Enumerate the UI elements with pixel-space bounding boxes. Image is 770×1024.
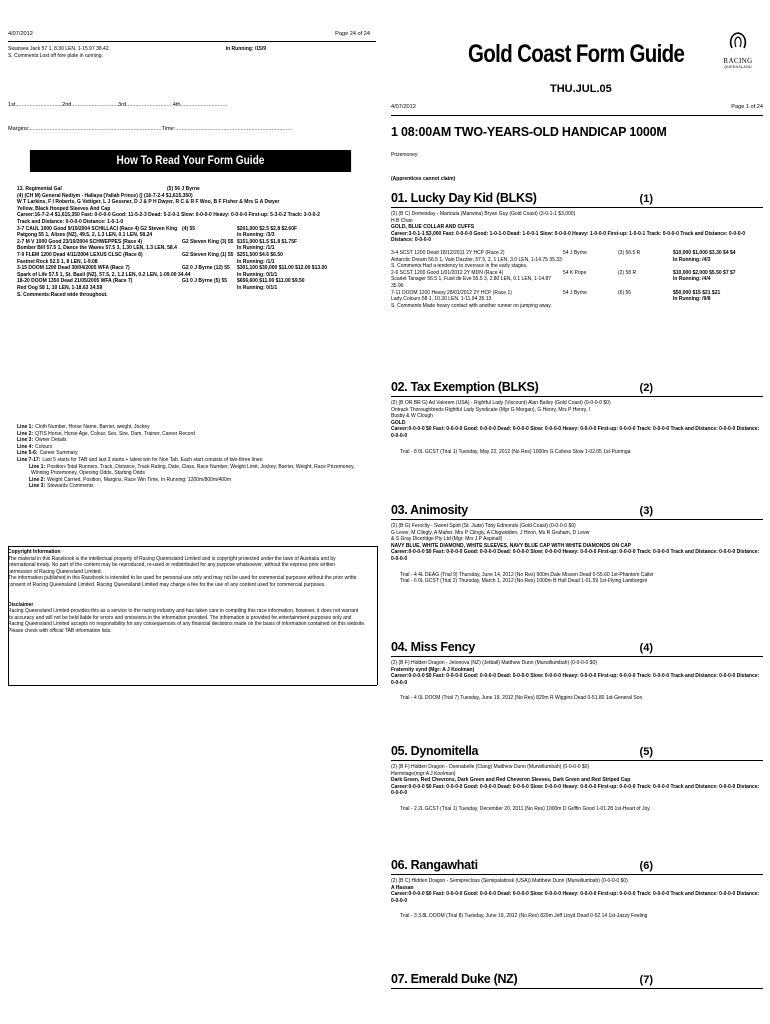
horse-name: 02. Tax Exemption (BLKS) [391, 380, 539, 394]
logo-subtext: QUEENSLAND [724, 65, 752, 69]
trial-line: Trial - 4 4L DEAG (Trial 9) Thursday, June 14, 2012 (No Res) 900m Dale Missen Dead 0-55.60 1st-Phantom Caller [400, 571, 654, 578]
horse-name: 04. Miss Fency [391, 640, 476, 654]
apprentices-note: (Apprentices cannot claim) [391, 176, 456, 182]
how-to-read-banner: How To Read Your Form Guide [30, 150, 351, 172]
form-prize: In Running: /4/3 [673, 256, 711, 263]
sample-line-2: (4) (CH M) General Nediym - Hallaya (Yallah Prince) () (16-7-2-4 $1,615,350) [17, 192, 193, 199]
form-row [391, 270, 763, 277]
copyright-box-right [377, 546, 378, 685]
sample-run-text: 18-20 DOOM 1350 Dead 21/05/2005 WFA (Race 7) [17, 278, 133, 285]
sample-run-row [17, 232, 367, 239]
horseshoe-logo-icon [727, 30, 749, 52]
form-jockey [563, 303, 618, 310]
disclaimer-line: its accuracy and will not be held liable for errors and omissions in the information provided. The information is provided for entertainment purposes only and [8, 614, 352, 621]
sample-run-row [17, 239, 367, 246]
horse-detail-line: H B Chan [391, 217, 413, 224]
legend-label: Line 4: [17, 443, 34, 450]
copyright-box-left [8, 546, 9, 685]
sample-run-jockey: (4) 55 [182, 225, 196, 232]
sample-run-text: 3-15 DOOM 1200 Dead 30/04/2005 WFA (Race 7) [17, 265, 130, 272]
legend-label: Line 1: [17, 424, 34, 430]
sample-run-row [17, 265, 367, 272]
sample-run-prize: $201,000 $2.5 $2.8 $2.60F [237, 225, 298, 232]
horse-header [391, 503, 763, 517]
race-day: THU.JUL.05 [550, 83, 612, 95]
horse-entry [391, 380, 763, 455]
form-race: Antarctic Dream 56.5 1, Vain Dazzler, 57.5, 2, 1 LEN, 3.0 LEN, 1-14.75 35.33 [391, 256, 562, 263]
horse-barrier: (4) [639, 642, 653, 654]
sample-line-6: Track and Distance: 0-0-0-0 Distance: 1-0-1-0 [17, 218, 124, 225]
form-row [391, 290, 763, 297]
sample-line-1b: (5) 56 J Byrne [167, 186, 200, 192]
form-race: Scarlet Tanager 56.5 1, Fusil de Eve 55.5 3, 2.80 LEN, 0.1 LEN, 1-14.87 35.96 [391, 276, 552, 289]
horse-barrier: (6) [639, 860, 653, 872]
legend-label: Line 2: [29, 476, 46, 483]
form-prize: In Running: /4/4 [673, 276, 711, 283]
prizemoney: Prizemoney: [391, 152, 419, 158]
logo-text: RACING [723, 57, 753, 65]
sample-run-row [17, 272, 367, 279]
legend-text: Colours [35, 443, 53, 450]
legend-text: Winning Prizemoney, Opening Odds, Starting Odds [31, 470, 145, 477]
horse-detail-line: & S Gray Dicerldge Pty Ltd (Mgr: Mrs J P Aspinall) [391, 536, 503, 543]
form-prize: $10,000 $2,000 $5.50 $7 $7 [673, 269, 736, 276]
horse-name: 05. Dynomitella [391, 744, 479, 758]
sample-run-prize: $656,600 $11.00 $11.00 $9.50 [237, 278, 305, 285]
horse-detail-line: Ontrack Thoroughbreds Rightful Lady Syndicate (Mgr G Morgan), G Henry, Mrs P Henry, I [391, 406, 590, 413]
divider [8, 41, 376, 42]
horse-barrier: (5) [639, 746, 653, 758]
form-race: Lady Colours 58 1, 10.30 LEN, 1-11.94 35.13 [391, 296, 492, 303]
sample-run-jockey [182, 285, 237, 292]
left-date: 4/07/2012 [8, 31, 33, 37]
horse-detail-line: (2) (B C) Domesday - Martoula (Marwina) Bryan Guy (Gold Coast) (3-0-1-1 $3,000) [391, 211, 576, 217]
copyright-line: The information published in this Racebook is intended to be used for personal use only and may not be used for commercial purposes without the prior writte [8, 575, 357, 582]
horse-trials [391, 572, 763, 585]
horse-underline [391, 656, 763, 657]
horse-career: Career:0-0-0-0 $0 Fast: 0-0-0-0 Good: 0-0-0-0 Dead: 0-0-0-0 Slow: 0-0-0-0 Heavy: 0-0-0-0 First-up: 0-0-0-0 Track: 0-0-0-0 Track and Distance: 0-0-0-0 Distance: 0-0-0-0 [391, 673, 760, 686]
form-jockey: 54 J Byrne [563, 289, 587, 296]
sample-entry [17, 186, 367, 298]
prev-horse-line: Swansea Jack 57 1, 8.30 LEN, 1-15.97 38.42 [8, 46, 109, 52]
form-barrier [618, 303, 673, 310]
horse-barrier: (1) [639, 193, 653, 205]
legend-line [17, 457, 377, 464]
sample-run-row [17, 226, 367, 233]
horse-trials [391, 913, 763, 920]
form-race: 3-4 SCST 1200 Dead 18/12/2011 2Y HCP (Race 2) [391, 249, 505, 256]
copyright-box [8, 549, 380, 695]
form-row [391, 257, 763, 264]
trial-line: Trial - 6 0L GCST (Trial 2) Thursday, March 1, 2012 (No Res) 1000m B Hull Dead 1-01.59 1st-Flying Lamborgini [400, 578, 648, 585]
sample-run-jockey: G2 Steven King (3) 55 [182, 238, 234, 245]
horse-detail-line: (2) (B F) Hidden Dragon - Donnabelle (Clang) Matthew Dunn (Murwillumbah) (0-0-0-0 $0) [391, 764, 590, 770]
form-jockey [563, 263, 618, 270]
sample-run-row [17, 285, 367, 292]
sample-runs [17, 226, 367, 292]
horse-trials [391, 449, 763, 456]
left-page-header [8, 31, 376, 38]
legend-text: Last 5 starts for TAB and last 3 starts + latest win for Non Tab. Each start consists of two-three lines: [42, 456, 264, 463]
legend-label: Line 3: [17, 437, 34, 444]
horse-career: Career:0-0-0-0 $0 Fast: 0-0-0-0 Good: 0-0-0-0 Dead: 0-0-0-0 Slow: 0-0-0-0 Heavy: 0-0-0-0 First-up: 0-0-0-0 Track: 0-0-0-0 Track and Distance: 0-0-0-0 Distance: 0-0-0-0 [391, 783, 760, 797]
sample-run-jockey [182, 232, 237, 239]
horse-trials [391, 695, 763, 702]
horse-barrier: (7) [639, 974, 653, 986]
horse-trials [391, 806, 763, 813]
form-barrier: (2) 58 R [618, 269, 637, 276]
horse-detail-line: Busby & W Clough [391, 413, 433, 420]
horse-name: 01. Lucky Day Kid (BLKS) [391, 191, 537, 205]
legend-text: Cloth Number, Horse Name, Barrier, weight, Jockey [35, 424, 150, 430]
sample-line-1a: 13. Regimental Gal [17, 186, 62, 192]
horse-career: Career:0-0-0-0 $0 Fast: 0-0-0-0 Good: 0-0-0-0 Dead: 0-0-0-0 Slow: 0-0-0-0 Heavy: 0-0-0-0 First-up: 0-0-0-0 Track: 0-0-0-0 Track and Distance: 0-0-0-0 Distance: 0-0-0-0 [391, 426, 760, 439]
sample-run-text: Patgong 55 1, Alizes (NZ), 49.5, 2, 1.3 LEN, 0.1 LEN, 58.24 [17, 232, 153, 239]
horse-career: Career:3-0-1-1 $3,000 Fast: 0-0-0-0 Good: 1-0-1-0 Dead: 1-0-0-1 Slow: 0-0-0-0 Heavy: 1-0-0-0 First-up: 1-0-0-1 Track: 0-0-0-0 Track and Distance: 0-0-0-0 Distance: 0-0-0-0 [391, 230, 746, 244]
legend-label: Line 5-6: [17, 450, 38, 457]
horse-barrier: (3) [639, 505, 653, 517]
horse-entry [391, 744, 763, 813]
form-prize: $50,000 $15 $21 $21 [673, 289, 721, 296]
horse-entry [391, 858, 763, 920]
horse-underline [391, 874, 763, 875]
form-prize [673, 303, 763, 310]
horse-detail-line: NAVY BLUE, WHITE DIAMOND, WHITE SLEEVES, NAVY BLUE CAP WITH WHITE DIAMONDS ON CAP [391, 542, 632, 549]
legend-line [17, 444, 377, 451]
horse-form [391, 250, 763, 309]
placings-line: 1st..............................2nd..............................3rd..............................4th.............................. [8, 102, 228, 108]
horse-detail-line: GOLD, BLUE COLLAR AND CUFFS [391, 224, 475, 231]
trial-line: Trial - 8 0L GCST (Trial 1) Tuesday, May 22, 2012 (No Res) 1000m G Colless Slow 1-02.05 1st-Purringa [400, 448, 631, 455]
previous-horse [8, 46, 376, 59]
horse-underline [391, 760, 763, 761]
form-race: S. Comments:Had a tendency to overrace in the early stages. [391, 263, 528, 270]
horse-name: 07. Emerald Duke (NZ) [391, 972, 518, 986]
sample-run-row [17, 278, 367, 285]
horse-detail-line: Dark Green, Red Chevrons, Dark Green and Red Cheveron Sleeves, Dark Green and Red Striped Cap [391, 777, 631, 784]
horse-entry [391, 503, 763, 585]
sample-run-row [17, 259, 367, 266]
legend-label: Line 2: [17, 430, 34, 437]
legend-line [17, 424, 377, 431]
sample-run-prize: In Running: 0/1/1 [237, 284, 278, 291]
legend-line [17, 470, 377, 477]
legend-text: Position-Total Runners, Track, Distance, Track Rating, Date, Class, Race Number, Weight Limit, Jockey, Barrier, Weight, Race Prizemoney, [47, 463, 355, 470]
sample-run-prize: $251,500 $4.6 $6.50 [237, 251, 283, 258]
sample-run-prize: In Running: /1/1 [237, 258, 275, 265]
legend-text: QTIS Horse, Horse Age, Colour, Sex, Sire, Dam, Trainer, Career Record [35, 430, 195, 437]
form-row [391, 276, 763, 289]
copyright-title: Copyright Information [8, 549, 61, 555]
sample-comment: S. Comments:Raced wide throughout. [17, 291, 108, 298]
sample-run-jockey [182, 245, 237, 252]
form-barrier: (3) 56.5 R [618, 249, 641, 256]
horse-underline [391, 519, 763, 520]
legend-label: Line 7-17: [17, 456, 41, 463]
sample-run-text: Fastnet Rock 52.5 1, 8 LEN, 1-9.08 [17, 258, 98, 265]
form-barrier: (6) 56 [618, 289, 632, 296]
horse-detail-line: G Lever, M Clingly, A Maher, Mrs P Clingly, A Chigwidden, J Hiron, Ms R Graham, D Lever [391, 529, 590, 536]
sample-line-4: Yellow, Black Hooped Sleeves And Cap [17, 205, 111, 212]
form-prize [673, 263, 763, 270]
copyright-line: consent of Racing Queensland Limited. Racing Queensland Limited may charge a fee for the use of any content used for commercial purposes. [8, 581, 326, 588]
horse-career: Career:0-0-0-0 $0 Fast: 0-0-0-0 Good: 0-0-0-0 Dead: 0-0-0-0 Slow: 0-0-0-0 Heavy: 0-0-0-0 First-up: 0-0-0-0 Track: 0-0-0-0 Track and Distance: 0-0-0-0 Distance: 0-0-0-0 [391, 891, 760, 904]
copyright-line: permission of Racing Queensland Limited. [8, 568, 102, 575]
right-page-number: Page 1 of 24 [731, 104, 763, 110]
form-race: S. Comments:Made heavy contact with another runner on jumping away. [391, 302, 552, 309]
trial-line: Trial - 4 0L DOOM (Trial 7) Tuesday, June 19, 2012 (No Res) 820m R Wiggins Dead 0-51.80 1st-General Son [400, 695, 643, 702]
horse-career: Career:0-0-0-0 $0 Fast: 0-0-0-0 Good: 0-0-0-0 Dead: 0-0-0-0 Slow: 0-0-0-0 Heavy: 0-0-0-0 First-up: 0-0-0-0 Track: 0-0-0-0 Track and Distance: 0-0-0-0 Distance: 0-0-0-0 [391, 549, 760, 562]
divider [391, 115, 763, 116]
horse-underline [391, 396, 763, 397]
horse-header [391, 380, 763, 394]
sample-run-row [17, 252, 367, 259]
prev-in-running: In Running: /15/9 [225, 46, 266, 52]
legend-line [17, 437, 377, 444]
horse-underline [391, 207, 763, 208]
disclaimer-line: Racing Queensland Limited provides this as a service to the racing industry and has taken care in compiling this race information, however, it does not warrant [8, 608, 359, 615]
disclaimer-title: Disclaimer [8, 601, 34, 608]
form-barrier [618, 296, 673, 303]
sample-line-5: Career:16-7-2-4 $1,615,350 Fast: 0-0-0-0 Good: 11-5-2-3 Dead: 5-2-0-1 Slow: 0-0-0-0 Heavy: 0-0-0-0 First-up: 5-3-0-2 Track: 3-0-0-2 [17, 212, 320, 219]
horse-entry [391, 640, 763, 702]
form-row [391, 263, 763, 270]
sample-run-jockey: G1 0 J Byrne (5) 55 [182, 278, 228, 285]
form-jockey: 54 K Pope [563, 269, 587, 276]
legend-line [17, 483, 377, 490]
form-row [391, 296, 763, 303]
sample-run-jockey [182, 259, 237, 266]
legend-line [17, 450, 377, 457]
sample-run-text: 2-7 M V 1000 Good 23/10/2004 SCHWEPPES (Race 4) [17, 238, 143, 245]
legend-line [17, 477, 377, 484]
copyright-box-bottom [8, 685, 377, 686]
horse-barrier: (2) [639, 382, 653, 394]
trial-line: Trial - 3 3.8L DOOM (Trial 8) Tuesday, June 19, 2012 (No Res) 820m Jeff Lloyd Dead 0-52.14 1st-Jazzy Feeling [400, 913, 648, 920]
horse-detail-line: (2) (B F) Hidden Dragon - Jetonova (NZ) (Jetball) Matthew Dunn (Murwillumbah) (0-0-0-0 $0) [391, 660, 597, 666]
horse-header [391, 191, 763, 205]
form-jockey: 54 J Byrne [563, 249, 587, 256]
right-date: 4/07/2012 [391, 104, 416, 110]
horse-entry [391, 191, 763, 309]
form-barrier [618, 257, 673, 264]
legend [17, 424, 377, 490]
sample-run-prize: $151,000 $1.5 $1.8 $1.75F [237, 238, 298, 245]
horse-detail-line: (2) (B OR BR G) Ad Valorem (USA) - Rightful Lady (Viscount) Alan Bailey (Gold Coast) (0-0-0-0 $0) [391, 400, 611, 406]
horse-name: 03. Animosity [391, 503, 468, 517]
horse-header [391, 640, 763, 654]
horse-entry [391, 972, 763, 992]
disclaimer-line: Please check with official TAB information lists. [8, 627, 112, 634]
legend-text: Weight Carried, Position, Margins, Race Win Time, In Running: 1200m/800m/400m [47, 476, 232, 483]
sample-run-text: Red Oog 58 1, 10 LEN, 1-18.63 34.59 [17, 284, 103, 291]
horse-detail-line: Hermitage(mgr:A J Koolman) [391, 770, 456, 777]
horse-detail-line: A Hassan [391, 884, 414, 891]
legend-text: Owner Details [35, 437, 67, 444]
horse-header [391, 858, 763, 872]
sample-run-text: Bomber Bill 57.5 1, Dance the Waves 57.5 3, 1.30 LEN, 1.3 LEN, 58.4 [17, 245, 177, 252]
form-row [391, 303, 763, 310]
legend-label: Line 3: [29, 483, 46, 490]
legend-line [17, 431, 377, 438]
sample-run-row [17, 245, 367, 252]
form-jockey [563, 296, 618, 303]
legend-line [17, 464, 377, 471]
racing-queensland-logo [714, 30, 762, 69]
copyright-line: International treaty. No part of the content may be reproduced, re-used or redistributed for any purpose whatsoever, without the express prior written [8, 562, 336, 569]
sample-run-jockey: G2 0 J Byrne (12) 55 [182, 265, 230, 272]
legend-text: Stewards Comments [47, 483, 94, 490]
sample-line-3: W T Larkins, F I Roberts, G Vettiger, L J Gessner, D J & P H Dwyer, R C & R F Woo, B F Fisher & Mrs G A Dwyer [17, 199, 280, 206]
sample-run-prize: $301,100 $30,000 $11.00 $12.00 $13.00 [237, 265, 328, 272]
copyright-line: The material in this Racebook is the intellectual property of Racing Queensland Limited and is copyright protected under the laws of Australia and by [8, 555, 336, 562]
form-race: 7-11 DOOM 1200 Heavy 28/01/2012 2Y HCP (Race 1) [391, 289, 512, 296]
sample-run-text: 7-9 FLEM 1200 Dead 4/11/2004 LEXUS CLSC (Race 8) [17, 251, 143, 258]
form-barrier [618, 276, 673, 289]
right-page-header [391, 104, 763, 111]
guide-title: Gold Coast Form Guide [468, 40, 685, 68]
trial-line: Trial - 2 2L GCST (Trial 1) Tuesday, December 20, 2011 (No Res) 1000m D Griffin Good 1-01.28 1st-Heart of Joy [400, 805, 650, 812]
form-row [391, 250, 763, 257]
disclaimer-line: Racing Queensland Limited accepts no responsibility for any consequences of any financial decisions made on the basis of information contained on this website. [8, 621, 366, 628]
prev-comment: S. Comments:Lost off fore plate in running. [8, 52, 103, 59]
horse-name: 06. Rangawhati [391, 858, 478, 872]
left-page-number: Page 24 of 24 [335, 31, 370, 37]
form-race: 2-6 SCST 1200 Good 1/01/2012 2Y MDN (Race 4) [391, 269, 504, 276]
horse-header [391, 744, 763, 758]
legend-label: Line 1: [29, 463, 46, 470]
form-prize: $10,000 $1,000 $3.30 $4 $4 [673, 249, 736, 256]
sample-run-jockey: G2 Steven King (1) 55 [182, 251, 234, 258]
margins-line: Margins:.....................................................................................Time:........................................................................... [8, 126, 292, 132]
horse-header [391, 972, 763, 986]
horse-detail-line: GOLD [391, 419, 406, 426]
horse-detail-line: (2) (B G) Ferocity - Sweet Spirit (St. Jude) Toby Edmonds (Gold Coast) (0-0-0-0 $0) [391, 523, 576, 529]
sample-run-prize: In Running: /1/1 [237, 245, 275, 252]
form-barrier [618, 263, 673, 270]
form-jockey [563, 276, 618, 289]
horse-detail-line: (2) (B C) Hidden Dragon - Semipreclous (Semipalatinsk (USA)) Matthew Dunn (Murwillumbah) (0-0-0-0 $0) [391, 878, 628, 884]
form-jockey [563, 257, 618, 264]
sample-run-text: 3-7 CAUL 1000 Good 9/10/2004 SCHILLACI (Race 4) G2 Steven King [17, 225, 178, 232]
sample-run-prize: In Running: /3/3 [237, 232, 275, 239]
horse-detail-line: Fraternity synd (Mgr: A J Koolman) [391, 666, 475, 673]
legend-text: Career Summary [39, 450, 78, 457]
race-title: 1 08:00AM TWO-YEARS-OLD HANDICAP 1000M [391, 125, 667, 139]
sample-run-jockey [182, 272, 237, 279]
horse-underline [391, 988, 763, 989]
sample-run-prize: In Running: 0/1/1 [237, 271, 278, 278]
form-prize: In Running: /9/8 [673, 296, 711, 303]
sample-run-text: Spark of Life 57.5 1, St. Basil (NZ), 57.5, 2, 1.2 LEN, 0.2 LEN, 1-09.00 34.44 [17, 271, 191, 278]
copyright-box-top [8, 546, 377, 547]
